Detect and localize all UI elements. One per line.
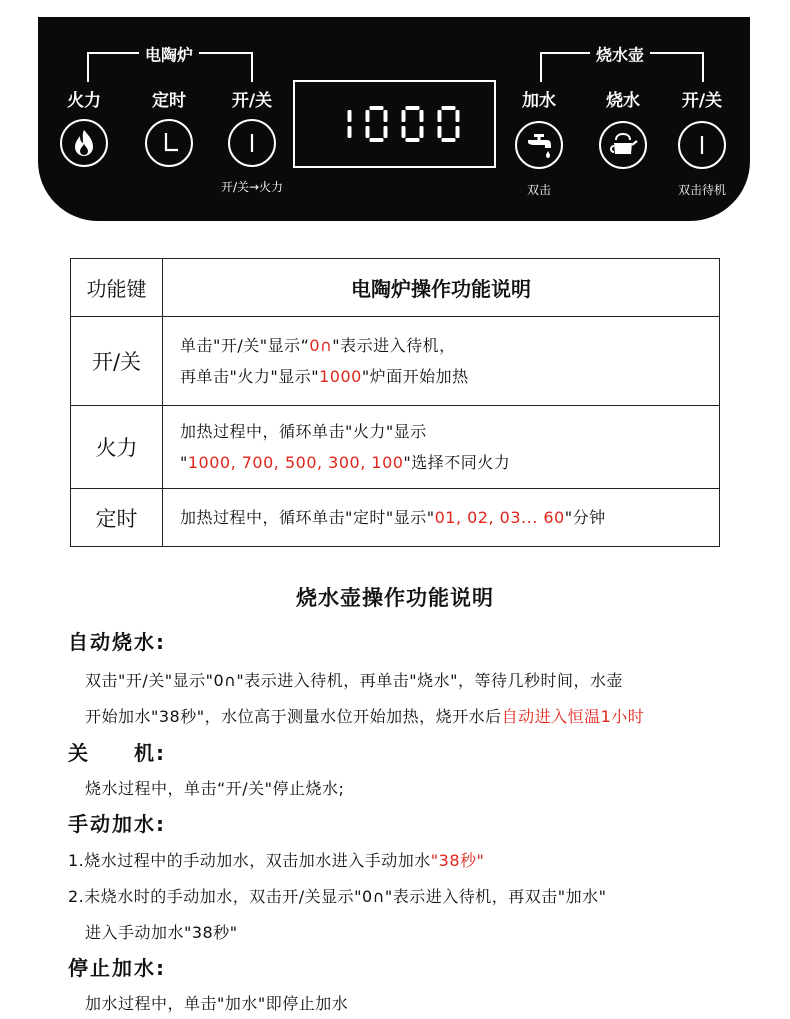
- display-segment: [406, 106, 420, 110]
- row-key-timer: 定时: [71, 489, 163, 547]
- row-desc-power: [163, 317, 720, 406]
- display-segment: [402, 126, 406, 138]
- display-segment: [366, 110, 370, 122]
- stove-function-table: [70, 258, 720, 547]
- row-desc-timer: [163, 489, 720, 547]
- fire-key-label: 火力: [67, 91, 101, 111]
- stop-fill-line1: 加水过程中，单击"加水"即停止加水: [85, 994, 349, 1013]
- kettle-group-bracket: [540, 45, 704, 82]
- boil-button[interactable]: [599, 121, 647, 169]
- led-display: [293, 80, 496, 168]
- display-segment: [442, 138, 456, 142]
- flame-icon: [62, 121, 106, 165]
- desc-line: 加热过程中，循环单击"火力"显示: [180, 422, 427, 441]
- kettle-section-title: 烧水壶操作功能说明: [296, 586, 494, 610]
- table-header-key: 功能键: [71, 259, 163, 317]
- timer-key-label: 定时: [152, 91, 186, 111]
- display-segment: [348, 126, 352, 138]
- stove-power-button[interactable]: [228, 119, 276, 167]
- display-segment: [420, 126, 424, 138]
- auto-boil-line2: 开始加水"38秒"，水位高于测量水位开始加热，烧开水后自动进入恒温1小时: [85, 707, 645, 726]
- stove-group-bracket: [87, 45, 253, 82]
- stove-power-key-label: 开/关: [231, 91, 273, 111]
- table-header-title: 电陶炉操作功能说明: [163, 259, 720, 317]
- display-digit: [348, 110, 352, 138]
- stop-fill-heading: 停止加水:: [68, 956, 166, 980]
- display-segment: [438, 126, 442, 138]
- stove-power-sub-label: 开/关→火力: [220, 180, 284, 194]
- display-segment: [406, 138, 420, 142]
- power-icon: [230, 121, 274, 165]
- display-segment: [366, 126, 370, 138]
- auto-boil-line1: 双击"开/关"显示"0∩"表示进入待机，再单击"烧水"，等待几秒时间，水壶: [85, 671, 623, 690]
- display-digit: [366, 106, 388, 142]
- timer-button[interactable]: [145, 119, 193, 167]
- kettle-power-button[interactable]: [678, 121, 726, 169]
- manual-fill-heading: 手动加水:: [68, 812, 166, 836]
- stove-group-title: 电陶炉: [139, 43, 199, 66]
- clock-icon: [147, 121, 191, 165]
- kettle-group-title: 烧水壶: [590, 43, 650, 66]
- control-panel: [38, 17, 750, 221]
- table-row: [71, 489, 720, 547]
- faucet-icon: [517, 123, 561, 167]
- display-segment: [420, 110, 424, 122]
- display-segment: [456, 110, 460, 122]
- manual-fill-line3: 进入手动加水"38秒": [85, 923, 238, 942]
- kettle-icon: [601, 123, 645, 167]
- table-row: [71, 317, 720, 406]
- desc-line: 单击"开/关"显示“0∩"表示进入待机，: [180, 336, 456, 355]
- row-key-power: 开/关: [71, 317, 163, 406]
- display-segment: [348, 110, 352, 122]
- add-water-sub-label: 双击: [526, 183, 551, 197]
- add-water-button[interactable]: [515, 121, 563, 169]
- display-segment: [456, 126, 460, 138]
- desc-line: "1000, 700, 500, 300, 100"选择不同火力: [180, 453, 511, 472]
- row-key-fire: 火力: [71, 406, 163, 489]
- add-water-key-label: 加水: [522, 91, 556, 111]
- display-digit: [402, 106, 424, 142]
- manual-fill-line1: 1.烧水过程中的手动加水，双击加水进入手动加水"38秒": [68, 851, 485, 870]
- display-segment: [384, 110, 388, 122]
- table-row: [71, 406, 720, 489]
- power-off-heading: 关 机:: [68, 741, 166, 765]
- boil-key-label: 烧水: [606, 91, 640, 111]
- display-segment: [402, 110, 406, 122]
- fire-button[interactable]: [60, 119, 108, 167]
- display-digit: [438, 106, 460, 142]
- display-segment: [370, 138, 384, 142]
- power-icon: [680, 123, 724, 167]
- display-segment: [442, 106, 456, 110]
- kettle-power-key-label: 开/关: [681, 91, 723, 111]
- kettle-power-sub-label: 双击待机: [677, 183, 726, 197]
- row-desc-fire: [163, 406, 720, 489]
- table-header-row: [71, 259, 720, 317]
- power-off-line1: 烧水过程中，单击“开/关"停止烧水;: [85, 779, 345, 798]
- display-segment: [384, 126, 388, 138]
- display-segment: [370, 106, 384, 110]
- desc-line: 加热过程中，循环单击"定时"显示"01, 02, 03... 60"分钟: [180, 508, 606, 527]
- seven-segment-readout: [295, 82, 494, 166]
- display-segment: [438, 110, 442, 122]
- manual-fill-line2: 2.未烧水时的手动加水，双击开/关显示"0∩"表示进入待机，再双击"加水": [68, 887, 607, 906]
- auto-boil-heading: 自动烧水:: [68, 630, 166, 654]
- desc-line: 再单击"火力"显示"1000"炉面开始加热: [180, 367, 469, 386]
